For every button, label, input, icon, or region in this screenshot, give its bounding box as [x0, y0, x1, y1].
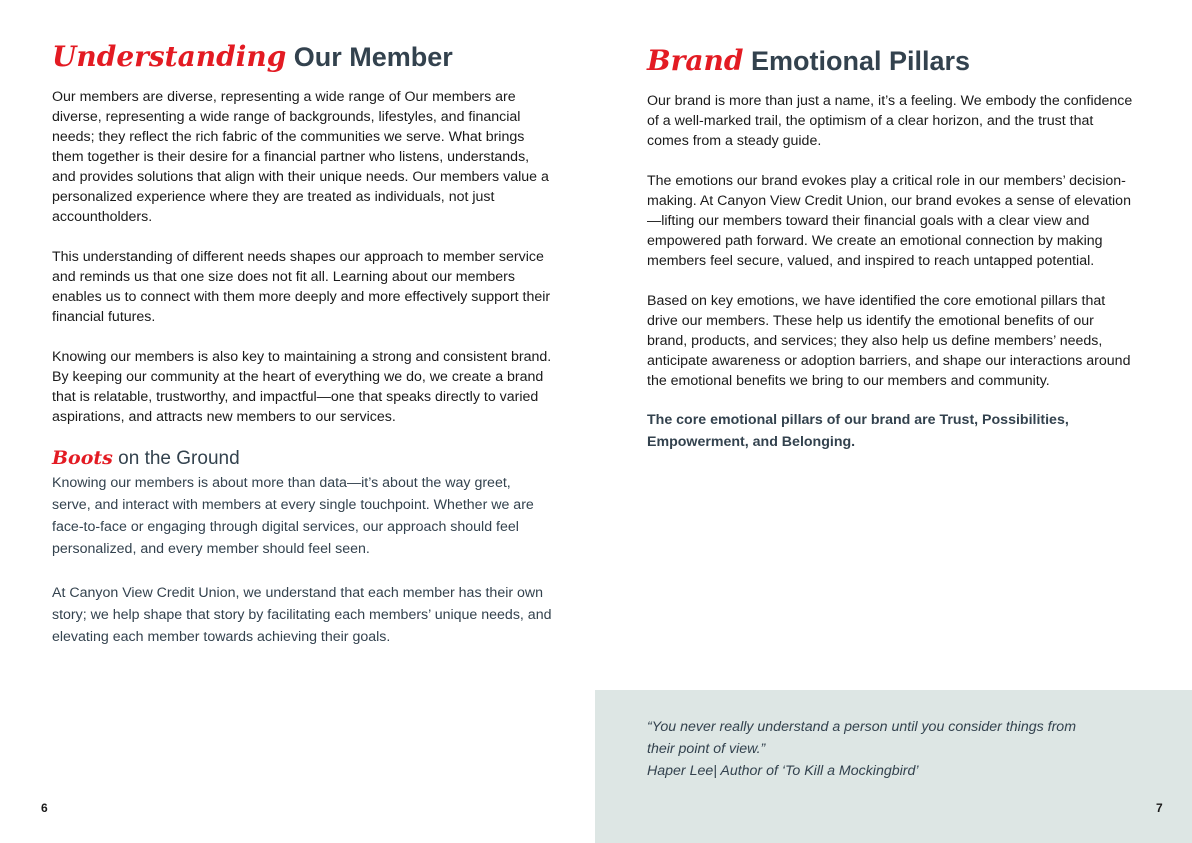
boots-paragraph-1: Knowing our members is about more than data—it’s about the way greet, serve, and interact with members at every single touchpoint. Whether we are face-to-face or engaging through digital services, our approach should feel personalized, and every member should feel seen. [52, 475, 534, 557]
subheading-script-word: Boots [52, 447, 113, 469]
understanding-heading [52, 40, 552, 73]
right-paragraph-3: Based on key emotions, we have identified the core emotional pillars that drive our members. These help us identify the emotional benefits of our brand, products, and services; they also help us define members’ needs, anticipate awareness or adoption barriers, and shape our interactions around the emotional benefits we bring to our members and community. [647, 293, 1131, 389]
quote-line-2: their point of view.” [647, 741, 766, 757]
boots-section [52, 447, 552, 648]
brand-heading [647, 44, 1137, 77]
left-paragraph-1: Our members are diverse, representing a wide range of Our members are diverse, representing a wide range of backgrounds, lifestyles, and financial needs; they reflect the rich fabric of the communities we serve. What brings them together is their desire for a financial partner who listens, understands, and provides solutions that align with their unique needs. Our members value a personalized experience where they are treated as individuals, not just accountholders. [52, 89, 549, 225]
heading-script-word: Understanding [52, 40, 287, 73]
right-page-content [647, 44, 1137, 453]
heading-rest: Emotional Pillars [743, 46, 971, 76]
quote-box [595, 690, 1192, 843]
page-number-right: 7 [1156, 801, 1163, 815]
heading-rest: Our Member [286, 42, 453, 72]
quote-attribution: Haper Lee| Author of ‘To Kill a Mockingbird’ [647, 763, 919, 779]
pillars-callout: The core emotional pillars of our brand are Trust, Possibilities, Empowerment, and Belonging. [647, 412, 1069, 450]
boots-paragraph-2: At Canyon View Credit Union, we understand that each member has their own story; we help shape that story by facilitating each members’ unique needs, and elevating each member towards achieving their goals. [52, 585, 552, 645]
right-paragraph-1: Our brand is more than just a name, it’s a feeling. We embody the confidence of a well-marked trail, the optimism of a clear horizon, and the trust that comes from a steady guide. [647, 93, 1133, 149]
left-paragraph-3: Knowing our members is also key to maintaining a strong and consistent brand. By keeping our community at the heart of everything we do, we create a brand that is relatable, trustworthy, and impactful—one that speaks directly to varied aspirations, and attracts new members to our services. [52, 349, 552, 425]
subheading-rest: on the Ground [112, 448, 240, 469]
left-page-content [52, 40, 552, 648]
quote [647, 716, 1147, 782]
right-paragraph-2: The emotions our brand evokes play a critical role in our members’ decision-making. At Canyon View Credit Union, our brand evokes a sense of elevation—lifting our members toward their financial goals with a clear view and empowered path forward. We create an emotional connection by making members feel secure, valued, and inspired to reach untapped potential. [647, 173, 1131, 269]
quote-line-1: “You never really understand a person until you consider things from [647, 719, 1077, 735]
page-number-left: 6 [41, 801, 48, 815]
heading-script-word: Brand [647, 44, 744, 77]
left-paragraph-2: This understanding of different needs shapes our approach to member service and reminds us that one size does not fit all. Learning about our members enables us to connect with them more deeply and more effectively support their financial futures. [52, 249, 551, 325]
boots-subheading [52, 447, 552, 470]
